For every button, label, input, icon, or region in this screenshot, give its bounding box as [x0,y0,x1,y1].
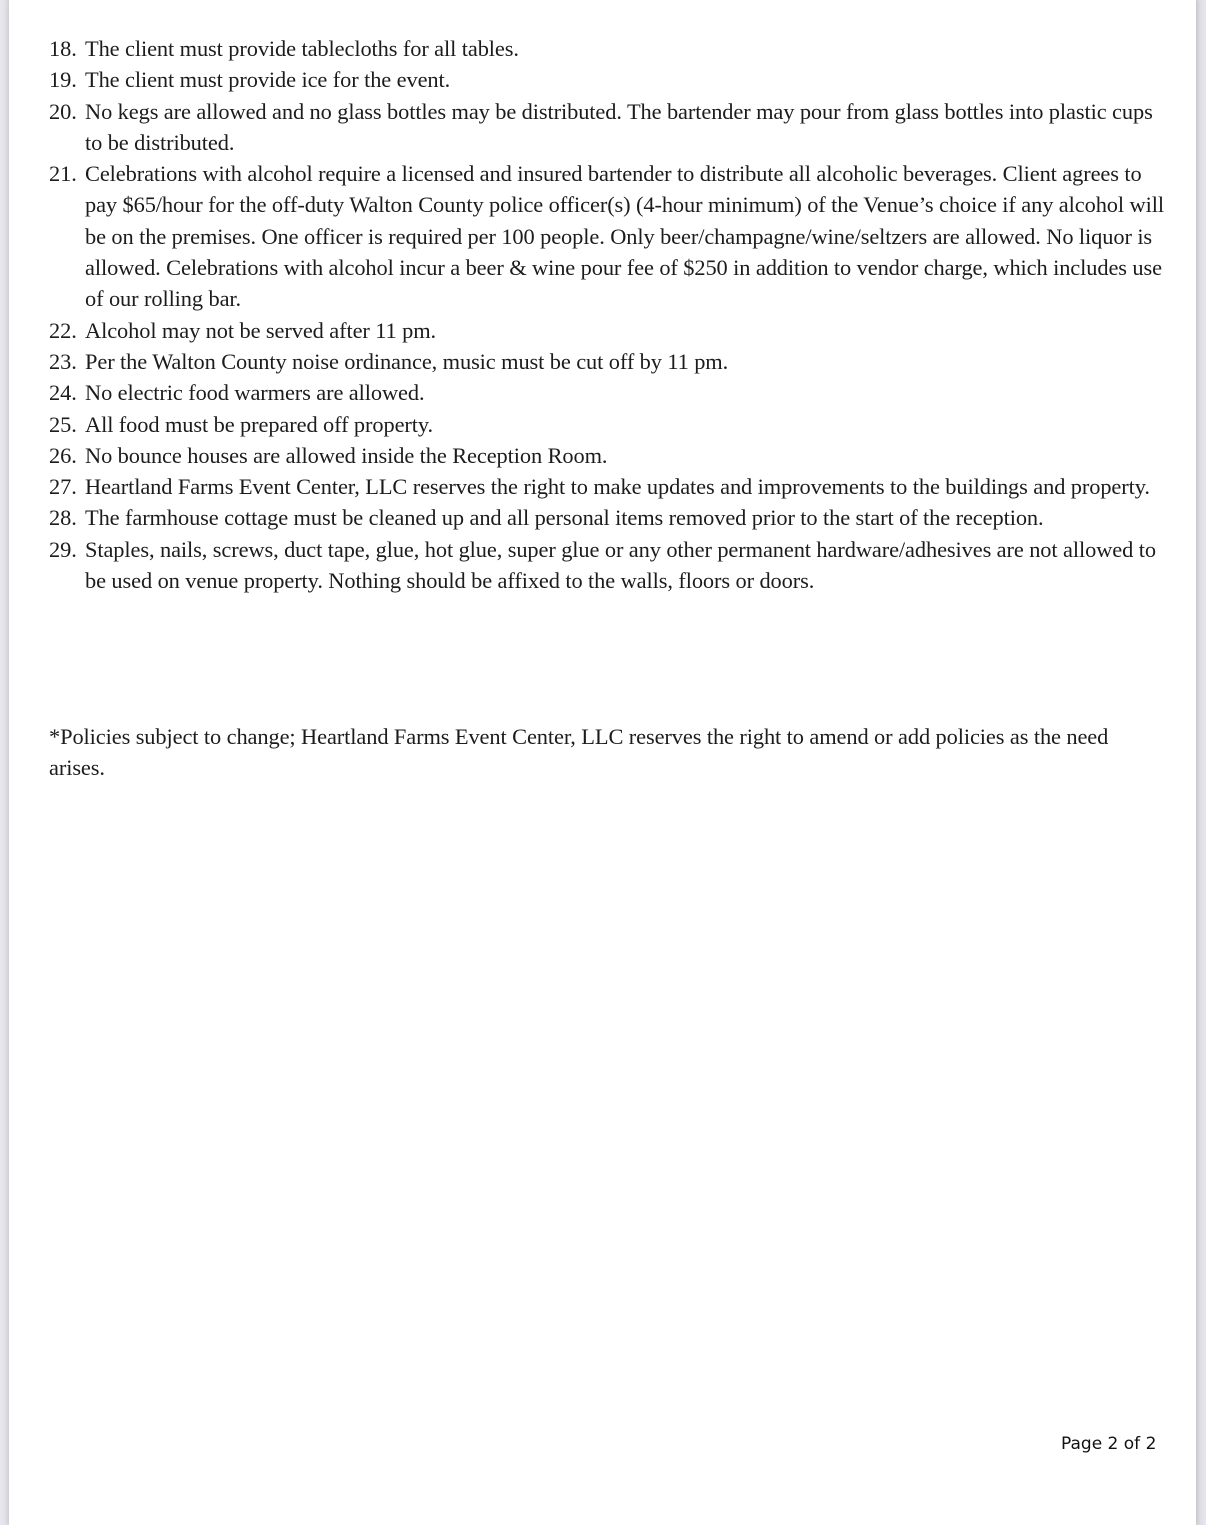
policy-text: All food must be prepared off property. [85,411,434,437]
policy-item-26 [49,440,1164,471]
policy-list [49,33,1164,596]
policy-text: The farmhouse cottage must be cleaned up and all personal items removed prior to the start of the reception. [85,505,1044,531]
policy-text: Staples, nails, screws, duct tape, glue, hot glue, super glue or any other permanent hardware/adhesives are not allowed to be used on venue property. Nothing should be affixed to the walls, floors or doors. [85,536,1156,594]
policy-text: Per the Walton County noise ordinance, music must be cut off by 11 pm. [85,348,729,374]
policy-number: 25. [49,411,77,437]
policy-item-27 [49,471,1164,502]
policy-item-23 [49,346,1164,377]
policy-text: No kegs are allowed and no glass bottles may be distributed. The bartender may pour from glass bottles into plastic cups to be distributed. [85,98,1153,155]
policy-text: No electric food warmers are allowed. [85,380,425,406]
policy-number: 21. [49,161,77,187]
policy-number: 23. [49,348,77,374]
policy-text: The client must provide ice for the event. [85,67,451,93]
policy-item-25 [49,409,1164,440]
policy-text: The client must provide tablecloths for all tables. [85,36,519,61]
policy-item-29 [49,534,1164,597]
policy-text: Heartland Farms Event Center, LLC reserves the right to make updates and improvements to the buildings and property. [85,474,1150,500]
policy-number: 20. [49,98,77,124]
policy-footnote: *Policies subject to change; Heartland Farms Event Center, LLC reserves the right to amend or add policies as the need arises. [49,724,1109,781]
policy-number: 29. [49,536,77,562]
policy-number: 27. [49,474,77,500]
policy-item-21 [49,158,1164,314]
policy-number: 19. [49,67,77,93]
policy-item-28 [49,502,1164,533]
policy-text: Alcohol may not be served after 11 pm. [85,317,437,343]
policy-number: 24. [49,380,77,406]
policy-text: Celebrations with alcohol require a licensed and insured bartender to distribute all alcoholic beverages. Client agrees to pay $65/hour for the off-duty Walton County police officer(s) (4-hour minimum) of the Venue’s choice if any alcohol will be on the premises. One officer is required per 100 people. Only beer/champagne/wine/seltzers are allowed. No liquor is allowed. Celebrations with alcohol incur a beer & wine pour fee of $250 in addition to vendor charge, which includes use of our rolling bar. [85,161,1164,312]
policy-number: 18. [49,36,77,61]
policy-text: No bounce houses are allowed inside the Reception Room. [85,442,608,468]
policy-item-19 [49,64,1164,95]
policy-item-22 [49,315,1164,346]
policy-number: 22. [49,317,77,343]
policy-item-18 [49,33,1164,64]
policy-item-20 [49,96,1164,159]
policy-number: 26. [49,442,77,468]
policy-number: 28. [49,505,77,531]
policy-item-24 [49,377,1164,408]
viewer-scrollbar-track[interactable] [1196,0,1206,1525]
page-number: Page 2 of 2 [1061,1434,1157,1454]
viewer-left-edge [0,0,9,1525]
